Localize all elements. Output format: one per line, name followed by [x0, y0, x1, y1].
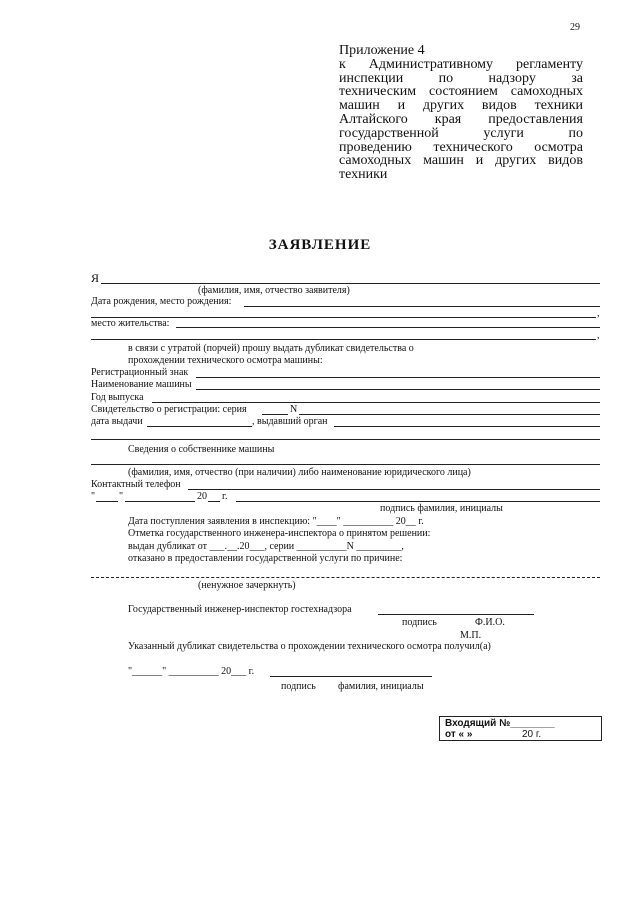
- receiver-signature-line[interactable]: [270, 676, 432, 677]
- decision-note: Отметка государственного инженера-инспектора о принятом решении:: [128, 528, 431, 539]
- annex-line-3: инспекции по надзору за: [339, 70, 583, 86]
- label-n: N: [290, 404, 298, 415]
- refused-line: отказано в предоставлении государственной услуги по причине:: [128, 553, 403, 564]
- issue-date-line[interactable]: [147, 426, 252, 427]
- annex-line-8: проведению технического осмотра: [339, 139, 583, 155]
- label-ya: Я: [91, 271, 100, 285]
- date-quote-close: ": [119, 491, 124, 502]
- label-residence: место жительства:: [91, 318, 170, 329]
- annex-block: [339, 44, 583, 182]
- inspector-signature-hint: подпись: [402, 617, 437, 628]
- refusal-reason-line[interactable]: [91, 577, 600, 578]
- date-year-prefix: 20: [197, 491, 207, 502]
- owner-info-heading: Сведения о собственнике машины: [128, 444, 275, 455]
- series-line[interactable]: [262, 414, 288, 415]
- label-machine-name: Наименование машины: [91, 379, 192, 390]
- label-reg-sign: Регистрационный знак: [91, 367, 189, 378]
- received-note: Указанный дубликат свидетельства о прохождении технического осмотра получил(а): [128, 641, 491, 652]
- seal-place: М.П.: [460, 630, 482, 641]
- owner-line[interactable]: [91, 464, 600, 465]
- annex-line-1: Приложение 4: [339, 43, 425, 58]
- final-date: "______" __________ 20___ г.: [128, 666, 255, 677]
- annex-line-2: к Административному регламенту: [339, 56, 583, 72]
- fio-hint: (фамилия, имя, отчество заявителя): [198, 285, 350, 296]
- comma-1: ,: [597, 308, 600, 319]
- annex-line-7: государственной услуги по: [339, 125, 583, 141]
- owner-hint: (фамилия, имя, отчество (при наличии) либо наименование юридического лица): [128, 467, 471, 478]
- label-issued-by: , выдавший орган: [252, 416, 328, 427]
- applicant-signature-line[interactable]: [236, 501, 600, 502]
- fio-line[interactable]: [101, 283, 600, 284]
- comma-2: ,: [597, 330, 600, 341]
- annex-line-5: машин и других видов техники: [339, 98, 583, 114]
- label-birth: Дата рождения, место рождения:: [91, 296, 232, 307]
- residence-line-2[interactable]: [91, 339, 596, 340]
- label-year: Год выпуска: [91, 392, 144, 403]
- issued-by-line-2[interactable]: [91, 439, 600, 440]
- label-issue-date: дата выдачи: [91, 416, 143, 427]
- stamp-year: 20 г.: [522, 729, 542, 740]
- label-inspector: Государственный инженер-инспектор гостехнадзора: [128, 604, 352, 615]
- annex-line-9: самоходных машин и других видов: [339, 153, 583, 169]
- issued-duplicate: выдан дубликат от ___.__.20___, серии __________N _________,: [128, 541, 404, 552]
- sign-month-line[interactable]: [125, 501, 195, 502]
- phone-line[interactable]: [188, 489, 600, 490]
- residence-line[interactable]: [176, 327, 600, 328]
- date-g: г.: [222, 491, 228, 502]
- sign-day-line[interactable]: [96, 501, 118, 502]
- number-line[interactable]: [299, 414, 600, 415]
- annex-line-6: Алтайского края предоставления: [339, 111, 583, 127]
- document-title: ЗАЯВЛЕНИЕ: [268, 237, 372, 253]
- strike-hint: (ненужное зачеркнуть): [198, 580, 296, 591]
- annex-line-10: техники: [339, 167, 388, 183]
- request-line-2: прохождении технического осмотра машины:: [128, 355, 323, 366]
- reg-sign-line[interactable]: [196, 377, 600, 378]
- label-certificate: Свидетельство о регистрации: серия: [91, 404, 247, 415]
- receipt-date: Дата поступления заявления в инспекцию: "____" __________ 20__ г.: [128, 516, 424, 527]
- label-phone: Контактный телефон: [91, 479, 181, 490]
- date-quote-open: ": [91, 491, 96, 502]
- final-sign-hint: подпись: [281, 681, 316, 692]
- issued-by-line[interactable]: [334, 426, 600, 427]
- page-number: 29: [570, 22, 580, 33]
- inspector-line[interactable]: [378, 614, 534, 615]
- inspector-fio-hint: Ф.И.О.: [475, 617, 505, 628]
- machine-name-line[interactable]: [196, 389, 600, 390]
- year-line[interactable]: [152, 402, 600, 403]
- incoming-stamp: [439, 716, 602, 741]
- request-line-1: в связи с утратой (порчей) прошу выдать дубликат свидетельства о: [128, 343, 414, 354]
- stamp-from: от « »: [445, 729, 473, 740]
- final-fio-hint: фамилия, инициалы: [338, 681, 424, 692]
- sign-year-line[interactable]: [208, 501, 220, 502]
- sign-hint: подпись фамилия, инициалы: [380, 503, 503, 514]
- annex-line-4: техническим состоянием самоходных: [339, 84, 583, 100]
- birth-line[interactable]: [244, 306, 600, 307]
- stamp-incoming: Входящий №________: [445, 718, 555, 729]
